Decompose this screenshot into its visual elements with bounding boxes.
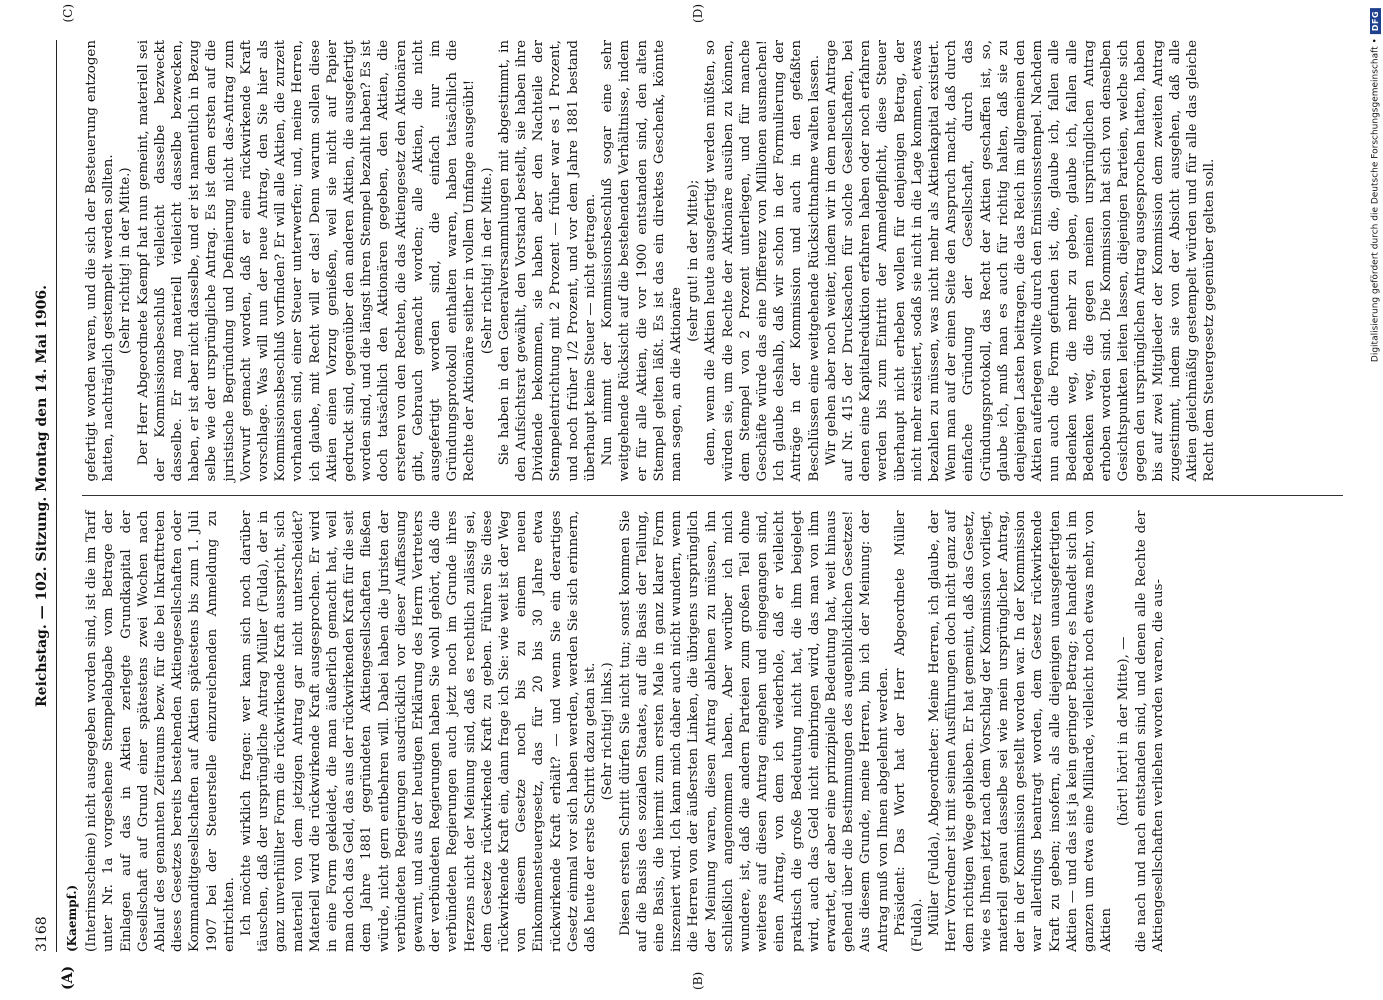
interjection: (Sehr richtig! links.) xyxy=(600,662,616,801)
paragraph: Nun nimmt der Kommissionsbeschluß sogar eine sehr weitgehende Rücksicht auf die bestehenden Verhältnisse, indem er für alle Aktien, die vor 1900 entstanden sind, den alten Stempel gelten läßt. Es ist das ein direktes Geschenk, könnte man sagen, an die Aktionäre xyxy=(600,40,684,482)
left-column xyxy=(64,497,1343,953)
running-speaker-name: (Kaempf.) xyxy=(65,884,79,952)
dfg-logo: DFG xyxy=(1370,8,1381,34)
header-rule xyxy=(56,40,57,952)
text-columns xyxy=(64,40,1343,952)
digitization-credit xyxy=(1370,8,1381,362)
interjection: (sehr gut! in der Mitte); xyxy=(686,179,702,342)
paragraph: denn, wenn die Aktien heute ausgefertigt werden müßten, so würden sie, um die Rechte der Aktionäre ausüben zu können, dem Stempel von 2 Prozent unterliegen, und für manche Geschäfte würde das eine Differenz von Millionen ausmachen! Ich glaube deshalb, daß wir schon in der Formulierung der Anträge in der Kommission und auch in den gefaßten Beschlüssen eine weitgehende Rücksichtnahme walten lassen. xyxy=(703,40,822,482)
margin-mark-d: (D) xyxy=(691,4,705,23)
margin-mark-c: (C) xyxy=(61,4,75,23)
right-column xyxy=(64,40,1343,496)
page-number: 3168 xyxy=(34,916,50,952)
paragraph: gefertigt worden waren, und die sich der Besteuerung entzogen hatten, nachträglich gestempelt werden sollten. xyxy=(84,40,117,482)
interjection: (hört! hört! in der Mitte), — xyxy=(1116,636,1132,827)
paragraph: Wir gehen aber noch weiter, indem wir in dem neuen Antrage auf Nr. 415 der Drucksachen für solche Gesellschaften, bei denen eine Kapitalreduktion erfahren haben oder noch erfahren werden bis zum Eintritt der Anmeldepflicht, diese Steuer überhaupt nicht erheben wollen für denjenigen Betrag, der nicht mehr existiert, sodaß sie nicht in die Lage kommen, etwas bezahlen zu müssen, was nicht mehr als Aktienkapital existiert. Wenn man auf der einen Seite den Anspruch macht, daß durch einfache Gründung der Gesellschaft, durch das Gründungsprotokoll, das Recht der Aktien geschaffen ist, so, glaube ich, muß man es auch für richtig halten, daß sie zu denjenigen Lasten beitragen, die das Reich im allgemeinen den Aktien auferlegen wollte durch den Emissionsstempel. Nachdem nun auch die Form gefunden ist, die, glaube ich, fallen alle Bedenken weg, die mehr zu geben, glaube ich, fallen alle Bedenken weg, die gegen meinen ursprünglichen Antrag erhoben worden sind. Die Kommission hat sich von denselben Gesichtspunkten leiten lassen, diejenigen Parteien, welche sich gegen den ursprünglichen Antrag ausgesprochen hatten, haben bis auf zwei Mitglieder der Kommission dem zweiten Antrag zugestimmt, indem sie von der Absicht ausgehen, daß alle Aktien gleichmäßig gestempelt würden und für alle das gleiche Recht dem Steuergesetz gegenüber gelten soll. xyxy=(823,40,1218,482)
margin-mark-b: (B) xyxy=(691,971,705,990)
paragraph: die nach und nach entstanden sind, und denen alle Rechte der Aktiengesellschaften verliehen worden waren, die aus- xyxy=(1133,510,1166,952)
paragraph-president: Präsident: Das Wort hat der Herr Abgeordnete Müller (Fulda). xyxy=(892,510,925,952)
paragraph: (Interimsscheine) nicht ausgegeben worden sind, ist die im Tarif unter Nr. 1a vorgesehene Stempelabgabe vom Betrage der Einlagen auf das in Aktien zerlegte Grundkapital der Gesellschaft auf Grund einer spätestens zwei Wochen nach Ablauf des genannten Zeitraums bezw. für die bei Inkrafttreten dieses Gesetzes bereits bestehenden Aktiengesellschaften oder Kommanditgesellschaften auf Aktien spätestens bis zum 1. Juli 1907 bei der Steuerstelle einzureichenden Anmeldung zu entrichten. xyxy=(84,510,237,952)
column-divider xyxy=(82,496,1343,497)
interjection: (Sehr richtig! in der Mitte.) xyxy=(118,167,134,355)
page-header xyxy=(34,40,54,952)
paragraph: Diesen ersten Schritt dürfen Sie nicht tun; sonst kommen Sie auf die Basis des sozialen Staates, auf die Basis der Teilung, eine Basis, die hiermit zum ersten Male in ganz klarer Form inszeniert wird. Ich kann mich daher auch nicht wundern, wenn die Herren von der äußersten Linken, die übrigens ursprünglich der Meinung waren, diesen Antrag ablehnen zu müssen, ihn schließlich angenommen haben. Aber worüber ich mich wundere, ist, daß die andern Parteien zum großen Teil ohne weiteres auf diesen Antrag eingehen und eingegangen sind, einen Antrag, von dem ich wiederhole, daß er vielleicht praktisch die große Bedeutung nicht hat, die ihm beigelegt wird, auch das Geld nicht einbringen wird, das man von ihm erwartet, der aber eine prinzipielle Bedeutung hat, weit hinaus gehend über die Bestimmungen des augenblicklichen Gesetzes! Aus diesem Grunde, meine Herren, bin ich der Meinung: der Antrag muß von Ihnen abgelehnt werden. xyxy=(617,510,891,952)
margin-mark-a: (A) xyxy=(60,965,76,990)
paragraph: Sie haben in den Generalversammlungen mit abgestimmt, in den Aufsichtsrat gewählt, den Vorstand bestellt, sie haben ihre Dividende bekommen, sie haben aber den Nachteile der Stempelentrichtung mit 2 Prozent — früher war es 1 Prozent, und noch früher 1/2 Prozent, und vor dem Jahre 1881 bestand überhaupt keine Steuer — nicht getragen. xyxy=(496,40,598,482)
interjection: (Sehr richtig! in der Mitte.) xyxy=(479,167,495,355)
paragraph-speech: Müller (Fulda), Abgeordneter: Meine Herren, ich glaube, der Herr Vorredner ist mit seinen Ausführungen doch nicht ganz auf dem richtigen Wege geblieben. Er hat gemeint, daß das Gesetz, wie es Ihnen jetzt nach dem Vorschlag der Kommission vorliegt, materiell genau dasselbe sei wie mein ursprünglicher Antrag, der in der Kommission gestellt worden war. In der Kommission war allerdings beantragt worden, dem Gesetz rückwirkende Kraft zu geben; insofern, als alle diejenigen unausgefertigten Aktien — und das ist ja kein geringer Betrag; es handelt sich im ganzen um etwa eine Milliarde, vielleicht noch etwas mehr, von Aktien xyxy=(927,510,1115,952)
paragraph: Der Herr Abgeordnete Kaempf hat nun gemeint, materiell sei der Kommissionsbeschluß vielleicht dasselbe bezweckt dasselbe. Er mag materiell vielleicht dasselbe bezwecken, haben, er ist aber nicht dasselbe, und er ist namentlich in Bezug selbe wie der ursprüngliche Antrag. Es ist dem ersten auf die juristische Begründung und Definierung nicht das-Antrag zum Vorwurf gemacht worden, daß er eine rückwirkende Kraft vorschlage. Was will nun der neue Antrag, den Sie hier als Kommissionsbeschluß vorfinden? Er will alle Aktien, die zurzeit vorhanden sind, einer Steuer unterwerfen; und, meine Herren, ich glaube, mit Recht will er das! Denn warum sollen diese Aktien einen Vorzug genießen, weil sie nicht auf Papier gedruckt sind, gegenüber den anderen Aktien, die ausgefertigt worden sind, und die längst ihren Stempel bezahlt haben? Es ist doch tatsächlich den Aktionären gegeben, den Aktien, die ersteren von den Rechten, die das Aktiengesetz den Aktionären gibt, Gebrauch gemacht worden; alle Aktien, die nicht ausgefertigt worden sind, die einfach nur im Gründungsprotokoll enthalten waren, haben tatsächlich die Rechte der Aktionäre seither in vollem Umfange ausgeübt! xyxy=(135,40,478,482)
credit-text: Digitalisierung gefördert durch die Deutsche Forschungsgemeinschaft • xyxy=(1370,38,1381,363)
paragraph: Ich möchte wirklich fragen: wer kann sich noch darüber täuschen, daß der ursprüngliche Antrag Müller (Fulda), der in ganz unverhüllter Form die rückwirkende Kraft ausspricht, sich materiell von dem jetzigen Antrag gar nicht unterscheidet? Materiell wird die rückwirkende Kraft ausgesprochen. Er wird in eine Form gekleidet, die man äußerlich gemacht hat, weil man doch das Geld, das aus der rückwirkenden Kraft für die seit dem Jahre 1881 gegründeten Aktiengesellschaften fließen würde, nicht gern entbehren will. Dabei haben die Juristen der verbündeten Regierungen ausdrücklich vor dieser Auffassung gewarnt, und aus der heutigen Erklärung des Herrn Vertreters der verbündeten Regierungen haben Sie wohl gehört, daß die verbündeten Regierungen auch jetzt noch im Grunde ihres Herzens nicht der Meinung sind, daß es rechtlich zulässig sei, dem Gesetze rückwirkende Kraft zu geben. Führen Sie diese rückwirkende Kraft ein, dann frage ich Sie: wie weit ist der Weg von diesem Gesetze noch bis zu einem neuen Einkommensteuergesetz, das für 20 bis 30 Jahre etwa rückwirkende Kraft erhält? — und wenn Sie ein derartiges Gesetz einmal vor sich haben werden, werden Sie sich erinnern, daß heute der erste Schritt dazu getan ist. xyxy=(239,510,599,952)
page-header-title: Reichstag. — 102. Sitzung. Montag den 14. Mai 1906. xyxy=(34,285,50,707)
